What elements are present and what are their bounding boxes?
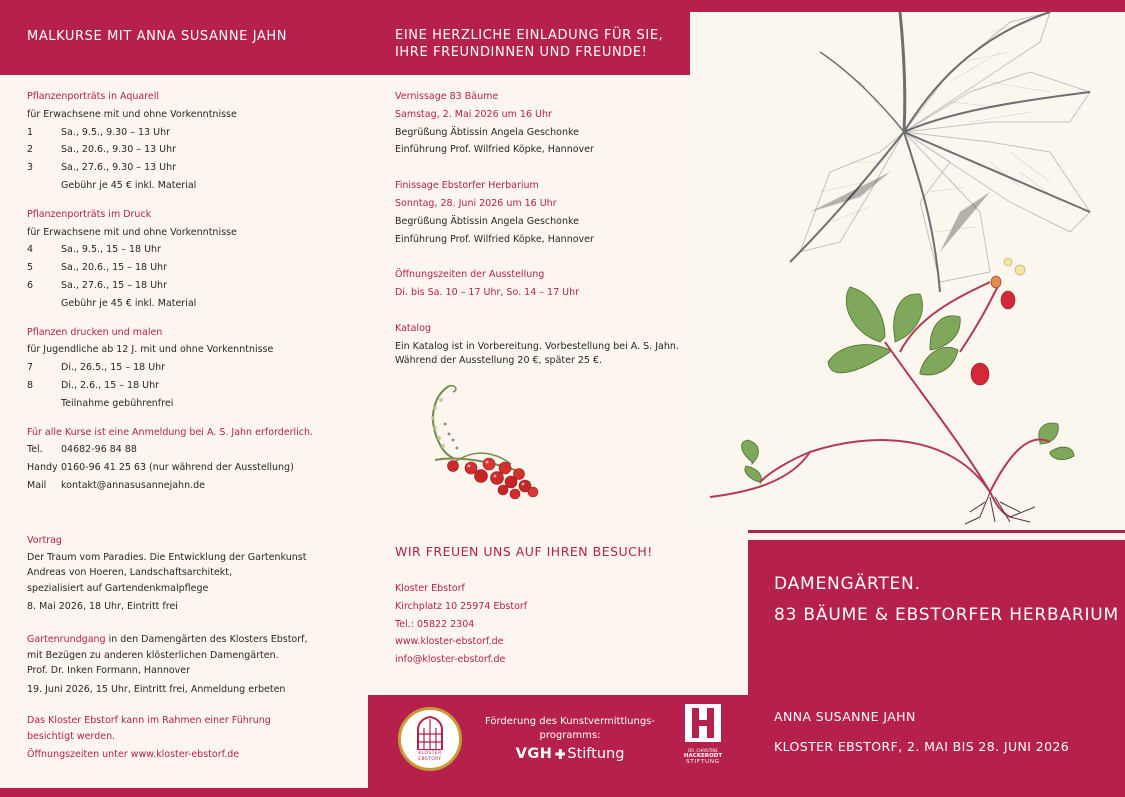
vernissage-title: Vernissage 83 Bäume	[395, 91, 499, 102]
tour-title: Gartenrundgang	[27, 634, 106, 645]
course-row	[27, 141, 362, 159]
tour-text: in den Damengärten des Klosters Ebstorf,	[105, 634, 308, 645]
talk-line3: spezialisiert auf Gartendenkmalpflege	[27, 582, 209, 594]
course-number: 8	[27, 379, 34, 391]
contact-handy	[27, 459, 362, 477]
sponsor-text	[470, 715, 670, 761]
course1-title: Pflanzenporträts in Aquarell	[27, 91, 160, 102]
registration-note: Für alle Kurse ist eine Anmeldung bei A. S. Jahn erforderlich.	[27, 426, 314, 438]
vernissage-line2: Einführung Prof. Wilfried Köpke, Hannover	[395, 144, 594, 156]
visit-line2: besichtigt werden.	[27, 730, 116, 742]
tel-value[interactable]: 04682-96 84 88	[61, 444, 137, 456]
course-row	[27, 241, 362, 259]
course2-fee: Gebühr je 45 € inkl. Material	[61, 297, 197, 309]
finissage-date: Sonntag, 28. Juni 2026 um 16 Uhr	[395, 197, 557, 209]
course-date: Sa., 20.6., 15 – 18 Uhr	[61, 262, 167, 274]
tel-label: Tel.	[27, 444, 43, 456]
middle-header-line1: EINE HERZLICHE EINLADUNG FÜR SIE,	[395, 28, 664, 43]
middle-header-line2: IHRE FREUNDINNEN UND FREUNDE!	[395, 45, 648, 60]
vgh-stiftung: Stiftung	[567, 746, 625, 762]
course-date: Sa., 9.5., 9.30 – 13 Uhr	[61, 126, 171, 138]
talk-section	[27, 532, 362, 616]
tour-line2: mit Bezügen zu anderen klösterlichen Damengärten.	[27, 649, 279, 661]
kloster-logo-text: KLOSTER EBSTORF	[418, 750, 442, 762]
finissage-line2: Einführung Prof. Wilfried Köpke, Hannover	[395, 233, 594, 245]
sponsor-line2: programms:	[539, 730, 601, 741]
course-number: 7	[27, 362, 34, 374]
cover-title-line2: 83 BÄUME & EBSTORFER HERBARIUM	[774, 605, 1120, 625]
sponsor-line1: Förderung des Kunstvermittlungs-	[484, 716, 655, 727]
tour-line1	[27, 632, 362, 648]
course-number: 6	[27, 279, 34, 291]
catalog-title: Katalog	[395, 322, 431, 334]
vgh-cross-icon	[555, 749, 565, 759]
talk-line1: Der Traum vom Paradies. Die Entwicklung der Gartenkunst	[27, 551, 307, 563]
church-window-icon	[415, 716, 445, 750]
course1-audience: für Erwachsene mit und ohne Vorkenntnisse	[27, 108, 237, 120]
handy-label: Handy	[27, 462, 58, 474]
left-header-title: MALKURSE MIT ANNA SUSANNE JAHN	[27, 29, 288, 44]
welcome-heading: WIR FREUEN UNS AUF IHREN BESUCH!	[395, 544, 653, 559]
bottom-strip	[0, 788, 1125, 797]
finissage-line1: Begrüßung Äbtissin Angela Geschonke	[395, 215, 579, 227]
catalog-line2: Während der Ausstellung 20 €, später 25 €.	[395, 355, 603, 367]
course-row	[27, 124, 362, 142]
talk-line2: Andreas von Hoeren, Landschaftsarchitekt,	[27, 567, 233, 579]
vgh-wordmark: VGH	[515, 746, 553, 762]
course-row	[27, 277, 362, 295]
course-date: Sa., 9.5., 15 – 18 Uhr	[61, 244, 161, 256]
tour-date: 19. Juni 2026, 15 Uhr, Eintritt frei, Anmeldung erbeten	[27, 683, 286, 695]
course-row	[27, 259, 362, 277]
course-number: 3	[27, 162, 34, 174]
cover-rule	[748, 530, 1125, 533]
hours-text: Di. bis Sa. 10 – 17 Uhr, So. 14 – 17 Uhr	[395, 287, 580, 299]
hours-title: Öffnungszeiten der Ausstellung	[395, 269, 545, 281]
course-row	[27, 359, 362, 377]
address-block	[395, 580, 695, 669]
course2-title: Pflanzenporträts im Druck	[27, 208, 152, 220]
visit-line1: Das Kloster Ebstorf kann im Rahmen einer Führung	[27, 715, 271, 726]
tour-line3: Prof. Dr. Inken Formann, Hannover	[27, 665, 191, 676]
kloster-logo	[398, 707, 462, 771]
visit-link[interactable]: Öffnungszeiten unter www.kloster-ebstorf.de	[27, 749, 240, 760]
course-date: Di., 26.5., 15 – 18 Uhr	[61, 362, 166, 374]
visit-note	[27, 713, 362, 763]
finissage-title: Finissage Ebstorfer Herbarium	[395, 180, 539, 192]
contact-mail	[27, 477, 362, 495]
course-date: Sa., 27.6., 15 – 18 Uhr	[61, 279, 167, 291]
handy-value[interactable]: 0160-96 41 25 63 (nur während der Ausstellung)	[61, 462, 294, 474]
hackerodt-line3: STIFTUNG	[686, 759, 720, 765]
events-list	[395, 88, 695, 369]
course-number: 2	[27, 144, 34, 156]
hackerodt-line1: DR. CHRISTINE	[688, 748, 718, 753]
course-date: Di., 2.6., 15 – 18 Uhr	[61, 379, 160, 391]
vernissage-line1: Begrüßung Äbtissin Angela Geschonke	[395, 126, 579, 138]
talk-title: Vortrag	[27, 535, 62, 546]
course3-fee: Teilnahme gebührenfrei	[61, 397, 174, 409]
h-monogram-icon	[685, 704, 721, 742]
talk-date: 8. Mai 2026, 18 Uhr, Eintritt frei	[27, 601, 178, 613]
mail-label: Mail	[27, 479, 47, 491]
course-date: Sa., 27.6., 9.30 – 13 Uhr	[61, 162, 177, 174]
right-top-strip	[690, 0, 1125, 12]
catalog-line1: Ein Katalog ist in Vorbereitung. Vorbestellung bei A. S. Jahn.	[395, 340, 679, 352]
vernissage-date: Samstag, 2. Mai 2026 um 16 Uhr	[395, 108, 552, 120]
vgh-logo	[470, 747, 670, 761]
address-web-link[interactable]: www.kloster-ebstorf.de	[395, 636, 504, 648]
course-number: 5	[27, 262, 34, 274]
course3-title: Pflanzen drucken und malen	[27, 326, 163, 338]
course1-fee: Gebühr je 45 € inkl. Material	[61, 179, 197, 191]
cover-place-date: KLOSTER EBSTORF, 2. MAI BIS 28. JUNI 2026	[774, 739, 1070, 754]
tour-section	[27, 632, 362, 698]
course-number: 1	[27, 126, 34, 138]
currant-illustration	[415, 378, 555, 518]
course-row	[27, 159, 362, 177]
address-name: Kloster Ebstorf	[395, 583, 465, 594]
course-row	[27, 377, 362, 395]
course-number: 4	[27, 244, 34, 256]
contact-tel	[27, 441, 362, 459]
botanical-illustration	[690, 12, 1125, 530]
course2-audience: für Erwachsene mit und ohne Vorkenntnisse	[27, 226, 237, 238]
middle-header	[395, 27, 663, 61]
cover-title	[774, 569, 1119, 631]
address-tel[interactable]: Tel.: 05822 2304	[395, 618, 475, 630]
hackerodt-logo	[680, 704, 726, 766]
cover-title-line1: DAMENGÄRTEN.	[774, 574, 921, 594]
hackerodt-line2: HACKERODT	[683, 753, 723, 759]
cover-artist: ANNA SUSANNE JAHN	[774, 709, 916, 724]
address-street: Kirchplatz 10 25974 Ebstorf	[395, 600, 528, 612]
course-date: Sa., 20.6., 9.30 – 13 Uhr	[61, 144, 177, 156]
course-list	[27, 88, 362, 495]
address-mail-link[interactable]: info@kloster-ebstorf.de	[395, 654, 506, 666]
mail-link[interactable]: kontakt@annasusannejahn.de	[61, 479, 205, 491]
course3-audience: für Jugendliche ab 12 J. mit und ohne Vorkenntnisse	[27, 344, 274, 356]
